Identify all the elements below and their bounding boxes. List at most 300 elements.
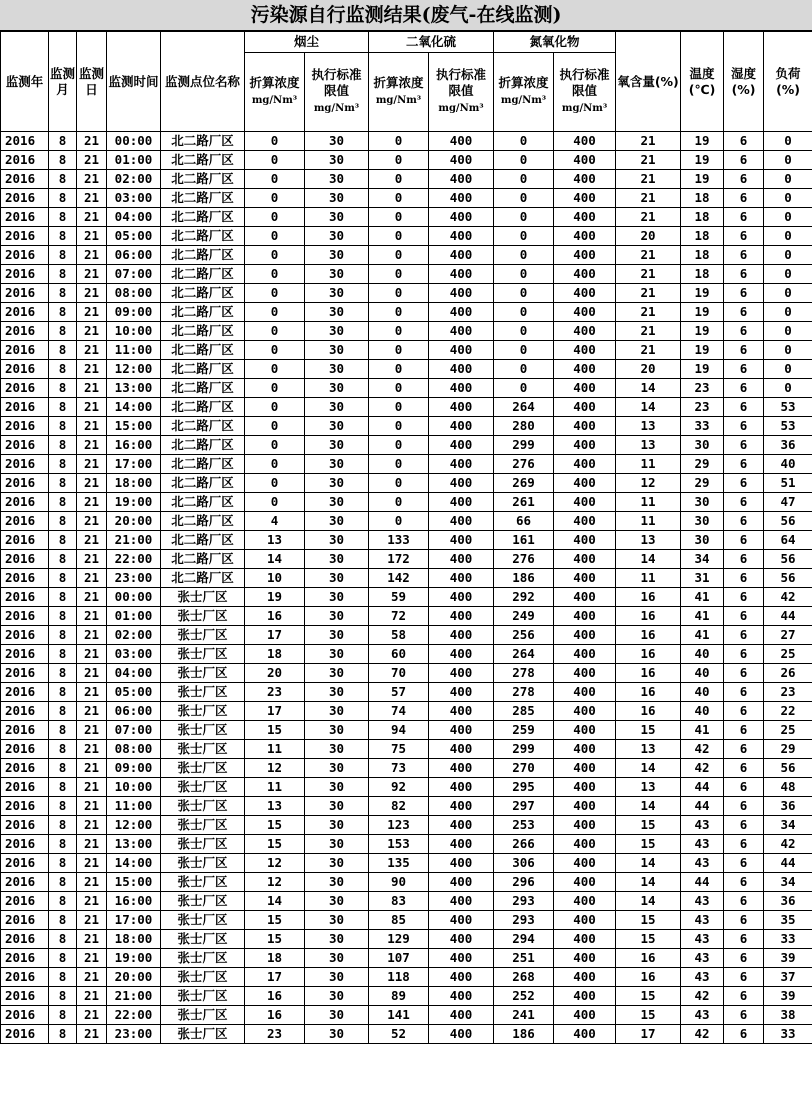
cell-nox-converted: 264 xyxy=(494,398,554,417)
cell-time: 16:00 xyxy=(107,436,161,455)
cell-temperature: 19 xyxy=(681,360,724,379)
cell-load: 47 xyxy=(764,493,812,512)
header-year: 监测年 xyxy=(1,32,49,132)
cell-time: 13:00 xyxy=(107,379,161,398)
cell-month: 8 xyxy=(49,284,77,303)
cell-nox-limit: 400 xyxy=(554,569,616,588)
cell-so2-limit: 400 xyxy=(429,417,494,436)
table-row xyxy=(1,816,812,835)
cell-so2-limit: 400 xyxy=(429,550,494,569)
cell-so2-limit: 400 xyxy=(429,132,494,151)
cell-month: 8 xyxy=(49,854,77,873)
cell-oxygen: 14 xyxy=(616,797,681,816)
cell-time: 01:00 xyxy=(107,151,161,170)
cell-so2-converted: 70 xyxy=(369,664,429,683)
cell-humidity: 6 xyxy=(724,664,764,683)
cell-nox-limit: 400 xyxy=(554,854,616,873)
cell-time: 18:00 xyxy=(107,930,161,949)
cell-year: 2016 xyxy=(1,683,49,702)
cell-temperature: 19 xyxy=(681,170,724,189)
cell-location: 北二路厂区 xyxy=(161,227,245,246)
cell-location: 北二路厂区 xyxy=(161,284,245,303)
cell-oxygen: 14 xyxy=(616,550,681,569)
cell-nox-converted: 0 xyxy=(494,265,554,284)
cell-dust-limit: 30 xyxy=(305,588,369,607)
cell-so2-limit: 400 xyxy=(429,436,494,455)
cell-dust-converted: 17 xyxy=(245,702,305,721)
cell-time: 05:00 xyxy=(107,227,161,246)
table-row xyxy=(1,911,812,930)
cell-humidity: 6 xyxy=(724,683,764,702)
table-row xyxy=(1,1025,812,1044)
cell-load: 34 xyxy=(764,816,812,835)
cell-oxygen: 20 xyxy=(616,360,681,379)
cell-location: 北二路厂区 xyxy=(161,417,245,436)
cell-dust-limit: 30 xyxy=(305,531,369,550)
cell-location: 张士厂区 xyxy=(161,664,245,683)
cell-so2-limit: 400 xyxy=(429,170,494,189)
cell-day: 21 xyxy=(77,455,107,474)
cell-location: 张士厂区 xyxy=(161,683,245,702)
cell-nox-converted: 0 xyxy=(494,246,554,265)
cell-temperature: 43 xyxy=(681,816,724,835)
table-row xyxy=(1,930,812,949)
table-row xyxy=(1,588,812,607)
cell-location: 张士厂区 xyxy=(161,721,245,740)
cell-month: 8 xyxy=(49,189,77,208)
cell-so2-converted: 123 xyxy=(369,816,429,835)
cell-load: 53 xyxy=(764,398,812,417)
cell-dust-converted: 20 xyxy=(245,664,305,683)
cell-oxygen: 21 xyxy=(616,322,681,341)
cell-day: 21 xyxy=(77,892,107,911)
table-row xyxy=(1,626,812,645)
cell-oxygen: 15 xyxy=(616,835,681,854)
cell-so2-limit: 400 xyxy=(429,740,494,759)
cell-time: 03:00 xyxy=(107,645,161,664)
cell-year: 2016 xyxy=(1,1006,49,1025)
cell-so2-limit: 400 xyxy=(429,493,494,512)
cell-so2-converted: 60 xyxy=(369,645,429,664)
cell-nox-limit: 400 xyxy=(554,246,616,265)
cell-so2-limit: 400 xyxy=(429,398,494,417)
cell-location: 北二路厂区 xyxy=(161,189,245,208)
cell-nox-limit: 400 xyxy=(554,930,616,949)
converted-label: 折算浓度 xyxy=(373,75,424,90)
cell-location: 张士厂区 xyxy=(161,949,245,968)
cell-humidity: 6 xyxy=(724,778,764,797)
cell-month: 8 xyxy=(49,816,77,835)
cell-load: 56 xyxy=(764,512,812,531)
cell-month: 8 xyxy=(49,797,77,816)
table-row xyxy=(1,607,812,626)
cell-time: 23:00 xyxy=(107,1025,161,1044)
cell-time: 07:00 xyxy=(107,265,161,284)
cell-load: 0 xyxy=(764,360,812,379)
cell-dust-limit: 30 xyxy=(305,968,369,987)
cell-nox-converted: 299 xyxy=(494,740,554,759)
cell-so2-converted: 0 xyxy=(369,189,429,208)
table-row xyxy=(1,968,812,987)
cell-humidity: 6 xyxy=(724,265,764,284)
cell-day: 21 xyxy=(77,702,107,721)
cell-so2-converted: 0 xyxy=(369,227,429,246)
cell-location: 张士厂区 xyxy=(161,645,245,664)
cell-dust-converted: 0 xyxy=(245,322,305,341)
cell-nox-limit: 400 xyxy=(554,968,616,987)
cell-month: 8 xyxy=(49,455,77,474)
table-row xyxy=(1,474,812,493)
cell-dust-converted: 14 xyxy=(245,550,305,569)
cell-temperature: 40 xyxy=(681,702,724,721)
cell-nox-converted: 0 xyxy=(494,379,554,398)
cell-month: 8 xyxy=(49,265,77,284)
table-row xyxy=(1,645,812,664)
cell-oxygen: 16 xyxy=(616,626,681,645)
cell-location: 北二路厂区 xyxy=(161,531,245,550)
cell-oxygen: 16 xyxy=(616,683,681,702)
cell-location: 张士厂区 xyxy=(161,778,245,797)
cell-load: 0 xyxy=(764,208,812,227)
cell-day: 21 xyxy=(77,797,107,816)
cell-time: 11:00 xyxy=(107,797,161,816)
cell-time: 06:00 xyxy=(107,246,161,265)
cell-month: 8 xyxy=(49,1006,77,1025)
cell-load: 0 xyxy=(764,151,812,170)
cell-temperature: 19 xyxy=(681,322,724,341)
cell-oxygen: 11 xyxy=(616,512,681,531)
cell-nox-limit: 400 xyxy=(554,740,616,759)
cell-temperature: 29 xyxy=(681,474,724,493)
cell-nox-converted: 0 xyxy=(494,132,554,151)
table-row xyxy=(1,246,812,265)
cell-month: 8 xyxy=(49,740,77,759)
cell-month: 8 xyxy=(49,132,77,151)
unit-label: mg/Nm³ xyxy=(313,103,360,114)
cell-time: 18:00 xyxy=(107,474,161,493)
cell-year: 2016 xyxy=(1,759,49,778)
cell-location: 张士厂区 xyxy=(161,797,245,816)
cell-nox-limit: 400 xyxy=(554,417,616,436)
cell-humidity: 6 xyxy=(724,170,764,189)
cell-month: 8 xyxy=(49,645,77,664)
cell-location: 北二路厂区 xyxy=(161,170,245,189)
cell-nox-converted: 266 xyxy=(494,835,554,854)
cell-month: 8 xyxy=(49,398,77,417)
cell-nox-converted: 293 xyxy=(494,892,554,911)
cell-dust-limit: 30 xyxy=(305,151,369,170)
cell-oxygen: 15 xyxy=(616,721,681,740)
cell-location: 张士厂区 xyxy=(161,854,245,873)
table-row xyxy=(1,265,812,284)
cell-month: 8 xyxy=(49,531,77,550)
cell-day: 21 xyxy=(77,930,107,949)
cell-humidity: 6 xyxy=(724,189,764,208)
cell-day: 21 xyxy=(77,1006,107,1025)
cell-temperature: 19 xyxy=(681,151,724,170)
cell-so2-limit: 400 xyxy=(429,284,494,303)
table-row xyxy=(1,835,812,854)
cell-dust-converted: 0 xyxy=(245,132,305,151)
table-row xyxy=(1,531,812,550)
cell-day: 21 xyxy=(77,436,107,455)
cell-time: 06:00 xyxy=(107,702,161,721)
cell-so2-converted: 0 xyxy=(369,170,429,189)
cell-year: 2016 xyxy=(1,797,49,816)
cell-nox-limit: 400 xyxy=(554,550,616,569)
cell-oxygen: 13 xyxy=(616,417,681,436)
unit-label: mg/Nm³ xyxy=(438,103,484,114)
cell-so2-converted: 0 xyxy=(369,284,429,303)
cell-dust-limit: 30 xyxy=(305,132,369,151)
cell-nox-limit: 400 xyxy=(554,227,616,246)
cell-oxygen: 14 xyxy=(616,892,681,911)
cell-load: 56 xyxy=(764,569,812,588)
cell-time: 21:00 xyxy=(107,987,161,1006)
cell-oxygen: 15 xyxy=(616,816,681,835)
cell-month: 8 xyxy=(49,607,77,626)
cell-dust-converted: 0 xyxy=(245,417,305,436)
cell-time: 12:00 xyxy=(107,816,161,835)
cell-so2-limit: 400 xyxy=(429,455,494,474)
cell-dust-converted: 10 xyxy=(245,569,305,588)
cell-day: 21 xyxy=(77,227,107,246)
cell-day: 21 xyxy=(77,778,107,797)
table-row xyxy=(1,455,812,474)
cell-load: 38 xyxy=(764,1006,812,1025)
cell-so2-converted: 82 xyxy=(369,797,429,816)
cell-dust-limit: 30 xyxy=(305,265,369,284)
cell-dust-converted: 17 xyxy=(245,968,305,987)
cell-so2-limit: 400 xyxy=(429,911,494,930)
cell-month: 8 xyxy=(49,379,77,398)
cell-so2-limit: 400 xyxy=(429,645,494,664)
cell-nox-limit: 400 xyxy=(554,626,616,645)
cell-humidity: 6 xyxy=(724,797,764,816)
cell-so2-limit: 400 xyxy=(429,702,494,721)
cell-location: 北二路厂区 xyxy=(161,493,245,512)
cell-temperature: 40 xyxy=(681,664,724,683)
cell-dust-converted: 4 xyxy=(245,512,305,531)
cell-so2-limit: 400 xyxy=(429,474,494,493)
cell-so2-limit: 400 xyxy=(429,303,494,322)
cell-temperature: 29 xyxy=(681,455,724,474)
cell-nox-limit: 400 xyxy=(554,664,616,683)
cell-month: 8 xyxy=(49,512,77,531)
cell-year: 2016 xyxy=(1,436,49,455)
cell-dust-limit: 30 xyxy=(305,189,369,208)
cell-year: 2016 xyxy=(1,531,49,550)
cell-time: 22:00 xyxy=(107,550,161,569)
cell-day: 21 xyxy=(77,322,107,341)
cell-location: 北二路厂区 xyxy=(161,379,245,398)
cell-nox-limit: 400 xyxy=(554,778,616,797)
cell-nox-converted: 0 xyxy=(494,189,554,208)
cell-load: 25 xyxy=(764,721,812,740)
cell-temperature: 43 xyxy=(681,854,724,873)
cell-location: 北二路厂区 xyxy=(161,360,245,379)
cell-time: 17:00 xyxy=(107,455,161,474)
cell-oxygen: 13 xyxy=(616,740,681,759)
cell-day: 21 xyxy=(77,493,107,512)
cell-nox-limit: 400 xyxy=(554,683,616,702)
cell-oxygen: 20 xyxy=(616,227,681,246)
cell-dust-limit: 30 xyxy=(305,208,369,227)
cell-dust-converted: 0 xyxy=(245,265,305,284)
header-so2-limit xyxy=(429,53,494,132)
cell-humidity: 6 xyxy=(724,702,764,721)
cell-nox-converted: 241 xyxy=(494,1006,554,1025)
cell-nox-converted: 278 xyxy=(494,683,554,702)
cell-dust-limit: 30 xyxy=(305,873,369,892)
cell-day: 21 xyxy=(77,721,107,740)
cell-so2-converted: 89 xyxy=(369,987,429,1006)
table-row xyxy=(1,987,812,1006)
cell-time: 10:00 xyxy=(107,778,161,797)
cell-load: 53 xyxy=(764,417,812,436)
cell-dust-limit: 30 xyxy=(305,987,369,1006)
cell-so2-limit: 400 xyxy=(429,873,494,892)
cell-month: 8 xyxy=(49,322,77,341)
cell-humidity: 6 xyxy=(724,721,764,740)
cell-year: 2016 xyxy=(1,512,49,531)
cell-temperature: 42 xyxy=(681,759,724,778)
cell-so2-converted: 0 xyxy=(369,303,429,322)
cell-humidity: 6 xyxy=(724,949,764,968)
cell-oxygen: 21 xyxy=(616,341,681,360)
cell-location: 北二路厂区 xyxy=(161,550,245,569)
cell-dust-limit: 30 xyxy=(305,740,369,759)
cell-nox-limit: 400 xyxy=(554,816,616,835)
cell-time: 12:00 xyxy=(107,360,161,379)
cell-oxygen: 13 xyxy=(616,531,681,550)
cell-temperature: 30 xyxy=(681,436,724,455)
cell-month: 8 xyxy=(49,892,77,911)
cell-load: 39 xyxy=(764,987,812,1006)
cell-month: 8 xyxy=(49,303,77,322)
cell-humidity: 6 xyxy=(724,588,764,607)
cell-nox-limit: 400 xyxy=(554,1006,616,1025)
unit-label: mg/Nm³ xyxy=(500,95,547,106)
cell-humidity: 6 xyxy=(724,208,764,227)
cell-month: 8 xyxy=(49,664,77,683)
cell-dust-converted: 18 xyxy=(245,949,305,968)
cell-load: 22 xyxy=(764,702,812,721)
cell-so2-limit: 400 xyxy=(429,930,494,949)
cell-humidity: 6 xyxy=(724,455,764,474)
cell-nox-converted: 259 xyxy=(494,721,554,740)
cell-nox-limit: 400 xyxy=(554,132,616,151)
cell-location: 北二路厂区 xyxy=(161,512,245,531)
cell-so2-converted: 0 xyxy=(369,417,429,436)
header-group-dust: 烟尘 xyxy=(245,32,369,53)
cell-year: 2016 xyxy=(1,588,49,607)
table-body xyxy=(1,132,812,1044)
cell-time: 02:00 xyxy=(107,626,161,645)
cell-nox-limit: 400 xyxy=(554,759,616,778)
cell-temperature: 41 xyxy=(681,588,724,607)
cell-day: 21 xyxy=(77,854,107,873)
cell-location: 张士厂区 xyxy=(161,740,245,759)
cell-dust-converted: 15 xyxy=(245,721,305,740)
cell-location: 张士厂区 xyxy=(161,759,245,778)
cell-nox-limit: 400 xyxy=(554,398,616,417)
cell-oxygen: 14 xyxy=(616,398,681,417)
cell-temperature: 40 xyxy=(681,683,724,702)
cell-load: 0 xyxy=(764,170,812,189)
cell-humidity: 6 xyxy=(724,873,764,892)
cell-nox-limit: 400 xyxy=(554,797,616,816)
table-row xyxy=(1,360,812,379)
cell-day: 21 xyxy=(77,132,107,151)
cell-nox-limit: 400 xyxy=(554,341,616,360)
cell-load: 56 xyxy=(764,759,812,778)
cell-year: 2016 xyxy=(1,493,49,512)
cell-location: 北二路厂区 xyxy=(161,303,245,322)
cell-load: 0 xyxy=(764,303,812,322)
cell-location: 张士厂区 xyxy=(161,1025,245,1044)
cell-day: 21 xyxy=(77,645,107,664)
cell-dust-limit: 30 xyxy=(305,664,369,683)
header-nox-limit xyxy=(554,53,616,132)
cell-load: 39 xyxy=(764,949,812,968)
cell-temperature: 43 xyxy=(681,835,724,854)
cell-temperature: 19 xyxy=(681,341,724,360)
cell-month: 8 xyxy=(49,702,77,721)
cell-year: 2016 xyxy=(1,208,49,227)
cell-so2-converted: 172 xyxy=(369,550,429,569)
cell-location: 张士厂区 xyxy=(161,816,245,835)
table-row xyxy=(1,208,812,227)
cell-nox-converted: 0 xyxy=(494,170,554,189)
cell-nox-limit: 400 xyxy=(554,493,616,512)
cell-oxygen: 11 xyxy=(616,493,681,512)
cell-so2-limit: 400 xyxy=(429,968,494,987)
cell-dust-limit: 30 xyxy=(305,246,369,265)
cell-time: 15:00 xyxy=(107,873,161,892)
cell-year: 2016 xyxy=(1,265,49,284)
cell-oxygen: 21 xyxy=(616,132,681,151)
cell-nox-limit: 400 xyxy=(554,455,616,474)
cell-dust-limit: 30 xyxy=(305,645,369,664)
cell-load: 35 xyxy=(764,911,812,930)
cell-so2-converted: 74 xyxy=(369,702,429,721)
cell-time: 10:00 xyxy=(107,322,161,341)
cell-time: 00:00 xyxy=(107,132,161,151)
cell-nox-limit: 400 xyxy=(554,949,616,968)
cell-time: 14:00 xyxy=(107,854,161,873)
cell-so2-converted: 107 xyxy=(369,949,429,968)
cell-load: 42 xyxy=(764,588,812,607)
cell-day: 21 xyxy=(77,531,107,550)
cell-humidity: 6 xyxy=(724,151,764,170)
cell-nox-limit: 400 xyxy=(554,208,616,227)
cell-time: 15:00 xyxy=(107,417,161,436)
cell-year: 2016 xyxy=(1,740,49,759)
cell-oxygen: 14 xyxy=(616,759,681,778)
header-month: 监测月 xyxy=(49,32,77,132)
cell-dust-converted: 15 xyxy=(245,930,305,949)
cell-dust-converted: 12 xyxy=(245,873,305,892)
cell-month: 8 xyxy=(49,246,77,265)
cell-month: 8 xyxy=(49,588,77,607)
cell-nox-limit: 400 xyxy=(554,987,616,1006)
cell-dust-converted: 16 xyxy=(245,607,305,626)
cell-oxygen: 21 xyxy=(616,208,681,227)
cell-so2-limit: 400 xyxy=(429,227,494,246)
cell-nox-converted: 294 xyxy=(494,930,554,949)
header-time: 监测时间 xyxy=(107,32,161,132)
